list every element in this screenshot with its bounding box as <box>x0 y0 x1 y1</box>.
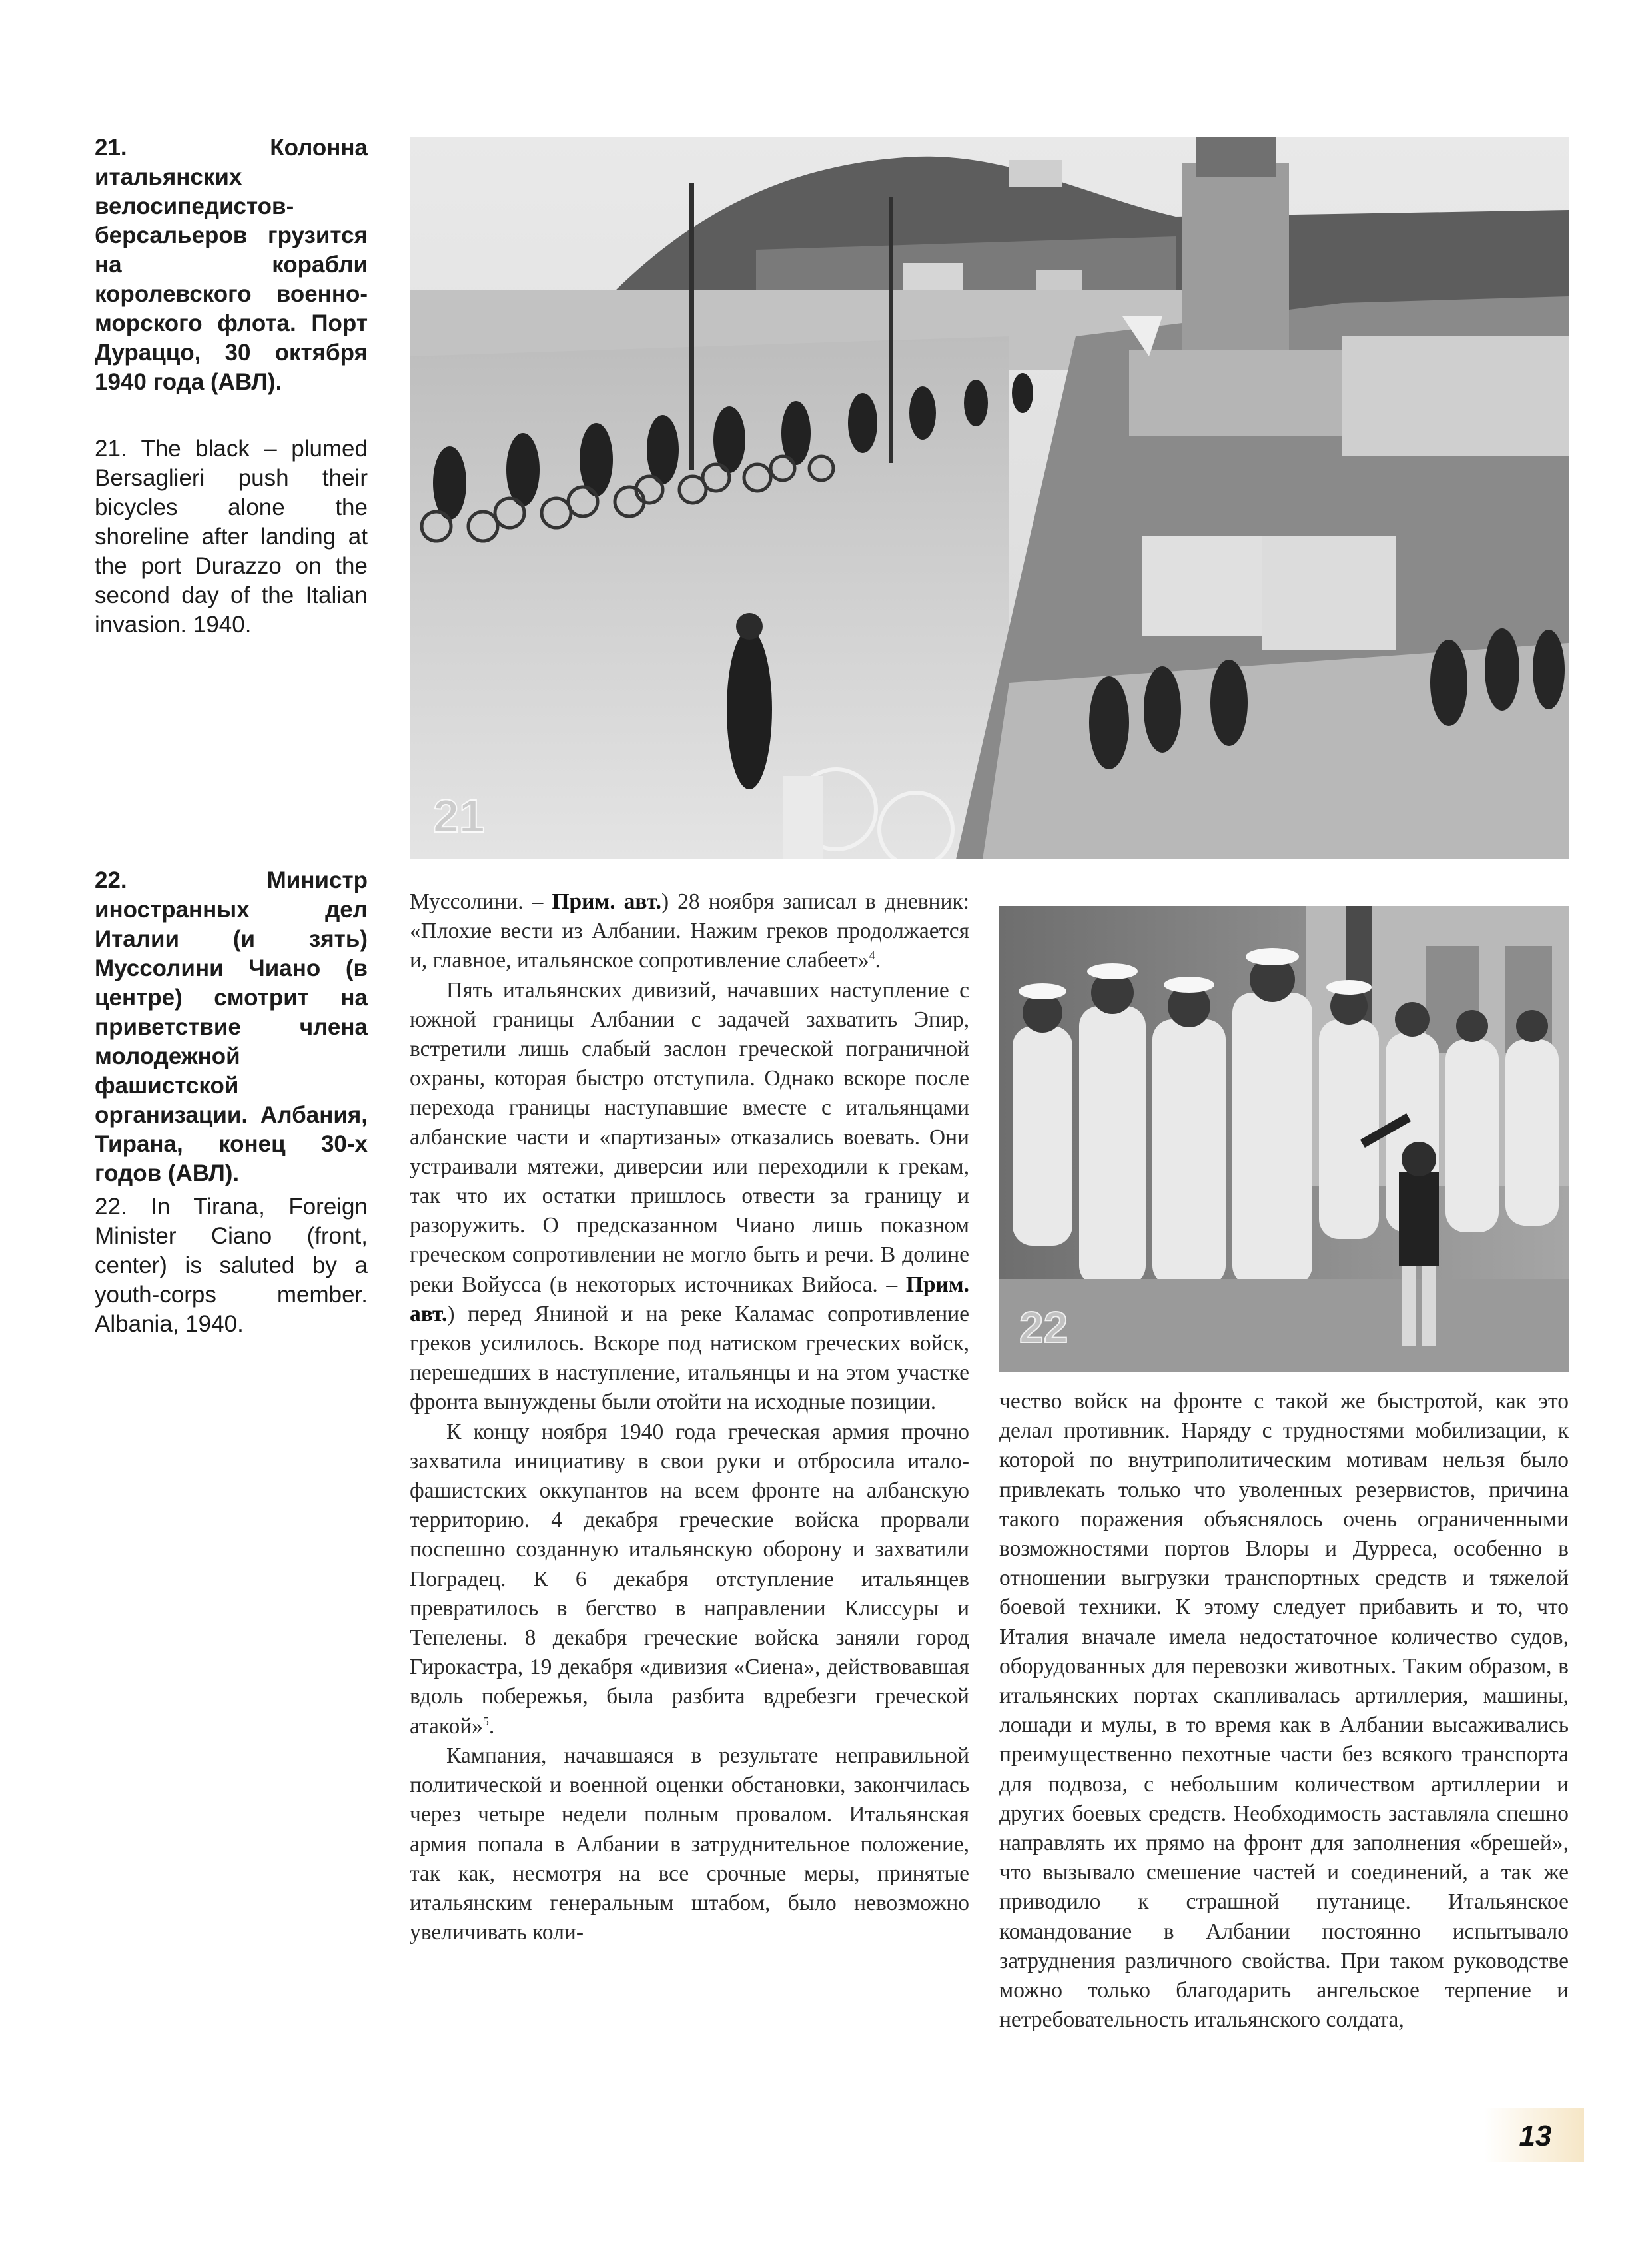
paragraph-1: Муссолини. – Прим. авт.) 28 ноября записал в дневник: «Плохие вести из Албании. Нажим греков продолжается и, главное, итальянское сопротивление слабеет»$^4$. <box>410 889 969 973</box>
photo-21-number: 21 <box>433 790 485 842</box>
text-column-right <box>999 1387 1569 2035</box>
caption-22-russian: 22. Министр иностранных дел Италии (и зять) Муссолини Чиано (в центре) смотрит на приветствие члена молодежной фашистской организации. Албания, Тирана, конец 30-х годов (АВЛ). <box>95 867 368 1186</box>
photo-22-ciano-salute <box>999 906 1569 1372</box>
photo-21-image <box>410 137 1569 859</box>
page-number: 13 <box>1519 2120 1552 2152</box>
photo-22-number: 22 <box>1019 1302 1068 1352</box>
caption-21-russian: 21. Колонна итальянских велосипедистов-берсальеров грузится на корабли королевского военно-морского флота. Порт Дураццо, 30 октября 1940 года (АВЛ). <box>95 135 368 395</box>
paragraph-2: Пять итальянских дивизий, начавших наступление с южной границы Албании с задачей захватить Эпир, встретили лишь слабый заслон греческой пограничной охраны, которая быстро отступила. Однако вскоре после перехода границы наступавшие вместе с итальянцами албанские части и «партизаны» отказались воевать. Они устраивали мятежи, диверсии или переходили к грекам, так что их остатки пришлось отвести за границу и разоружить. О предсказанном Чиано лишь показном греческом сопротивлении не могло быть и речи. В долине реки Войусса (в некоторых источниках Вийоса. – Прим. авт.) перед Яниной и на реке Каламас сопротивление греков усилилось. Вскоре под натиском греческих войск, перешедших в наступление, итальянцы и на этом участке фронта вынуждены были отойти на исходные позиции. <box>410 977 969 1415</box>
paragraph-3: К концу ноября 1940 года греческая армия прочно захватила инициативу в свои руки и отбросила итало-фашистских оккупантов на всем фронте на албанскую территорию. 4 декабря греческие войска прорвали поспешно созданную итальянскую оборону и захватили Поградец. К 6 декабря отступление итальянцев превратилось в бегство в направлении Клиссуры и Тепелены. 8 декабря греческие войска заняли город Гирокастра, 19 декабря «дивизия «Сиена», действовавшая вдоль побережья, была разбита вдребезги греческой атакой»$^5$. <box>410 1419 969 1739</box>
photo-21-bersaglieri-port <box>410 137 1569 859</box>
photo-22-image <box>999 906 1569 1372</box>
caption-21-english: 21. The black – plumed Bersaglieri push their bicycles alone the shoreline after landing at the port Durazzo on the second day of the Italian invasion. 1940. <box>95 436 368 638</box>
caption-22-english: 22. In Tirana, Foreign Minister Ciano (front, center) is saluted by a youth-corps member. Albania, 1940. <box>95 1194 368 1337</box>
paragraph-5: чество войск на фронте с такой же быстротой, как это делал противник. Наряду с трудностями мобилизации, к которой по внутриполитическим мотивам нельзя было привлекать только что уволенных резервистов, причина такого поражения объяснялось очень ограниченными возможностями портов Влоры и Дурреса, особенно в отношении выгрузки транспортных средств и тяжелой боевой техники. К этому следует прибавить и то, что Италия вначале имела недостаточное количество судов, оборудованных для перевозки животных. Таким образом, в итальянских портах скапливалась артиллерия, машины, лошади и мулы, в то время как в Албании высаживались преимущественно пехотные части без всякого транспорта для подвоза, с небольшим количеством артиллерии и других боевых средств. Необходимость заставляла спешно направлять их прямо на фронт для заполнения «брешей», что вызывало смешение частей и соединений, а так же приводило к страшной путанице. Итальянское командование в Албании постоянно испытывало затруднения различного свойства. При таком руководстве можно только благодарить ангельское терпение и нетребовательность итальянского солдата, <box>999 1389 1569 2033</box>
paragraph-4: Кампания, начавшаяся в результате неправильной политической и военной оценки обстановки, закончилась через четыре недели полным провалом. Итальянская армия попала в Албании в затруднительное положение, так как, несмотря на все срочные меры, принятые итальянским генеральным штабом, было невозможно увеличивать коли- <box>410 1743 969 1945</box>
text-column-left <box>410 887 969 1947</box>
